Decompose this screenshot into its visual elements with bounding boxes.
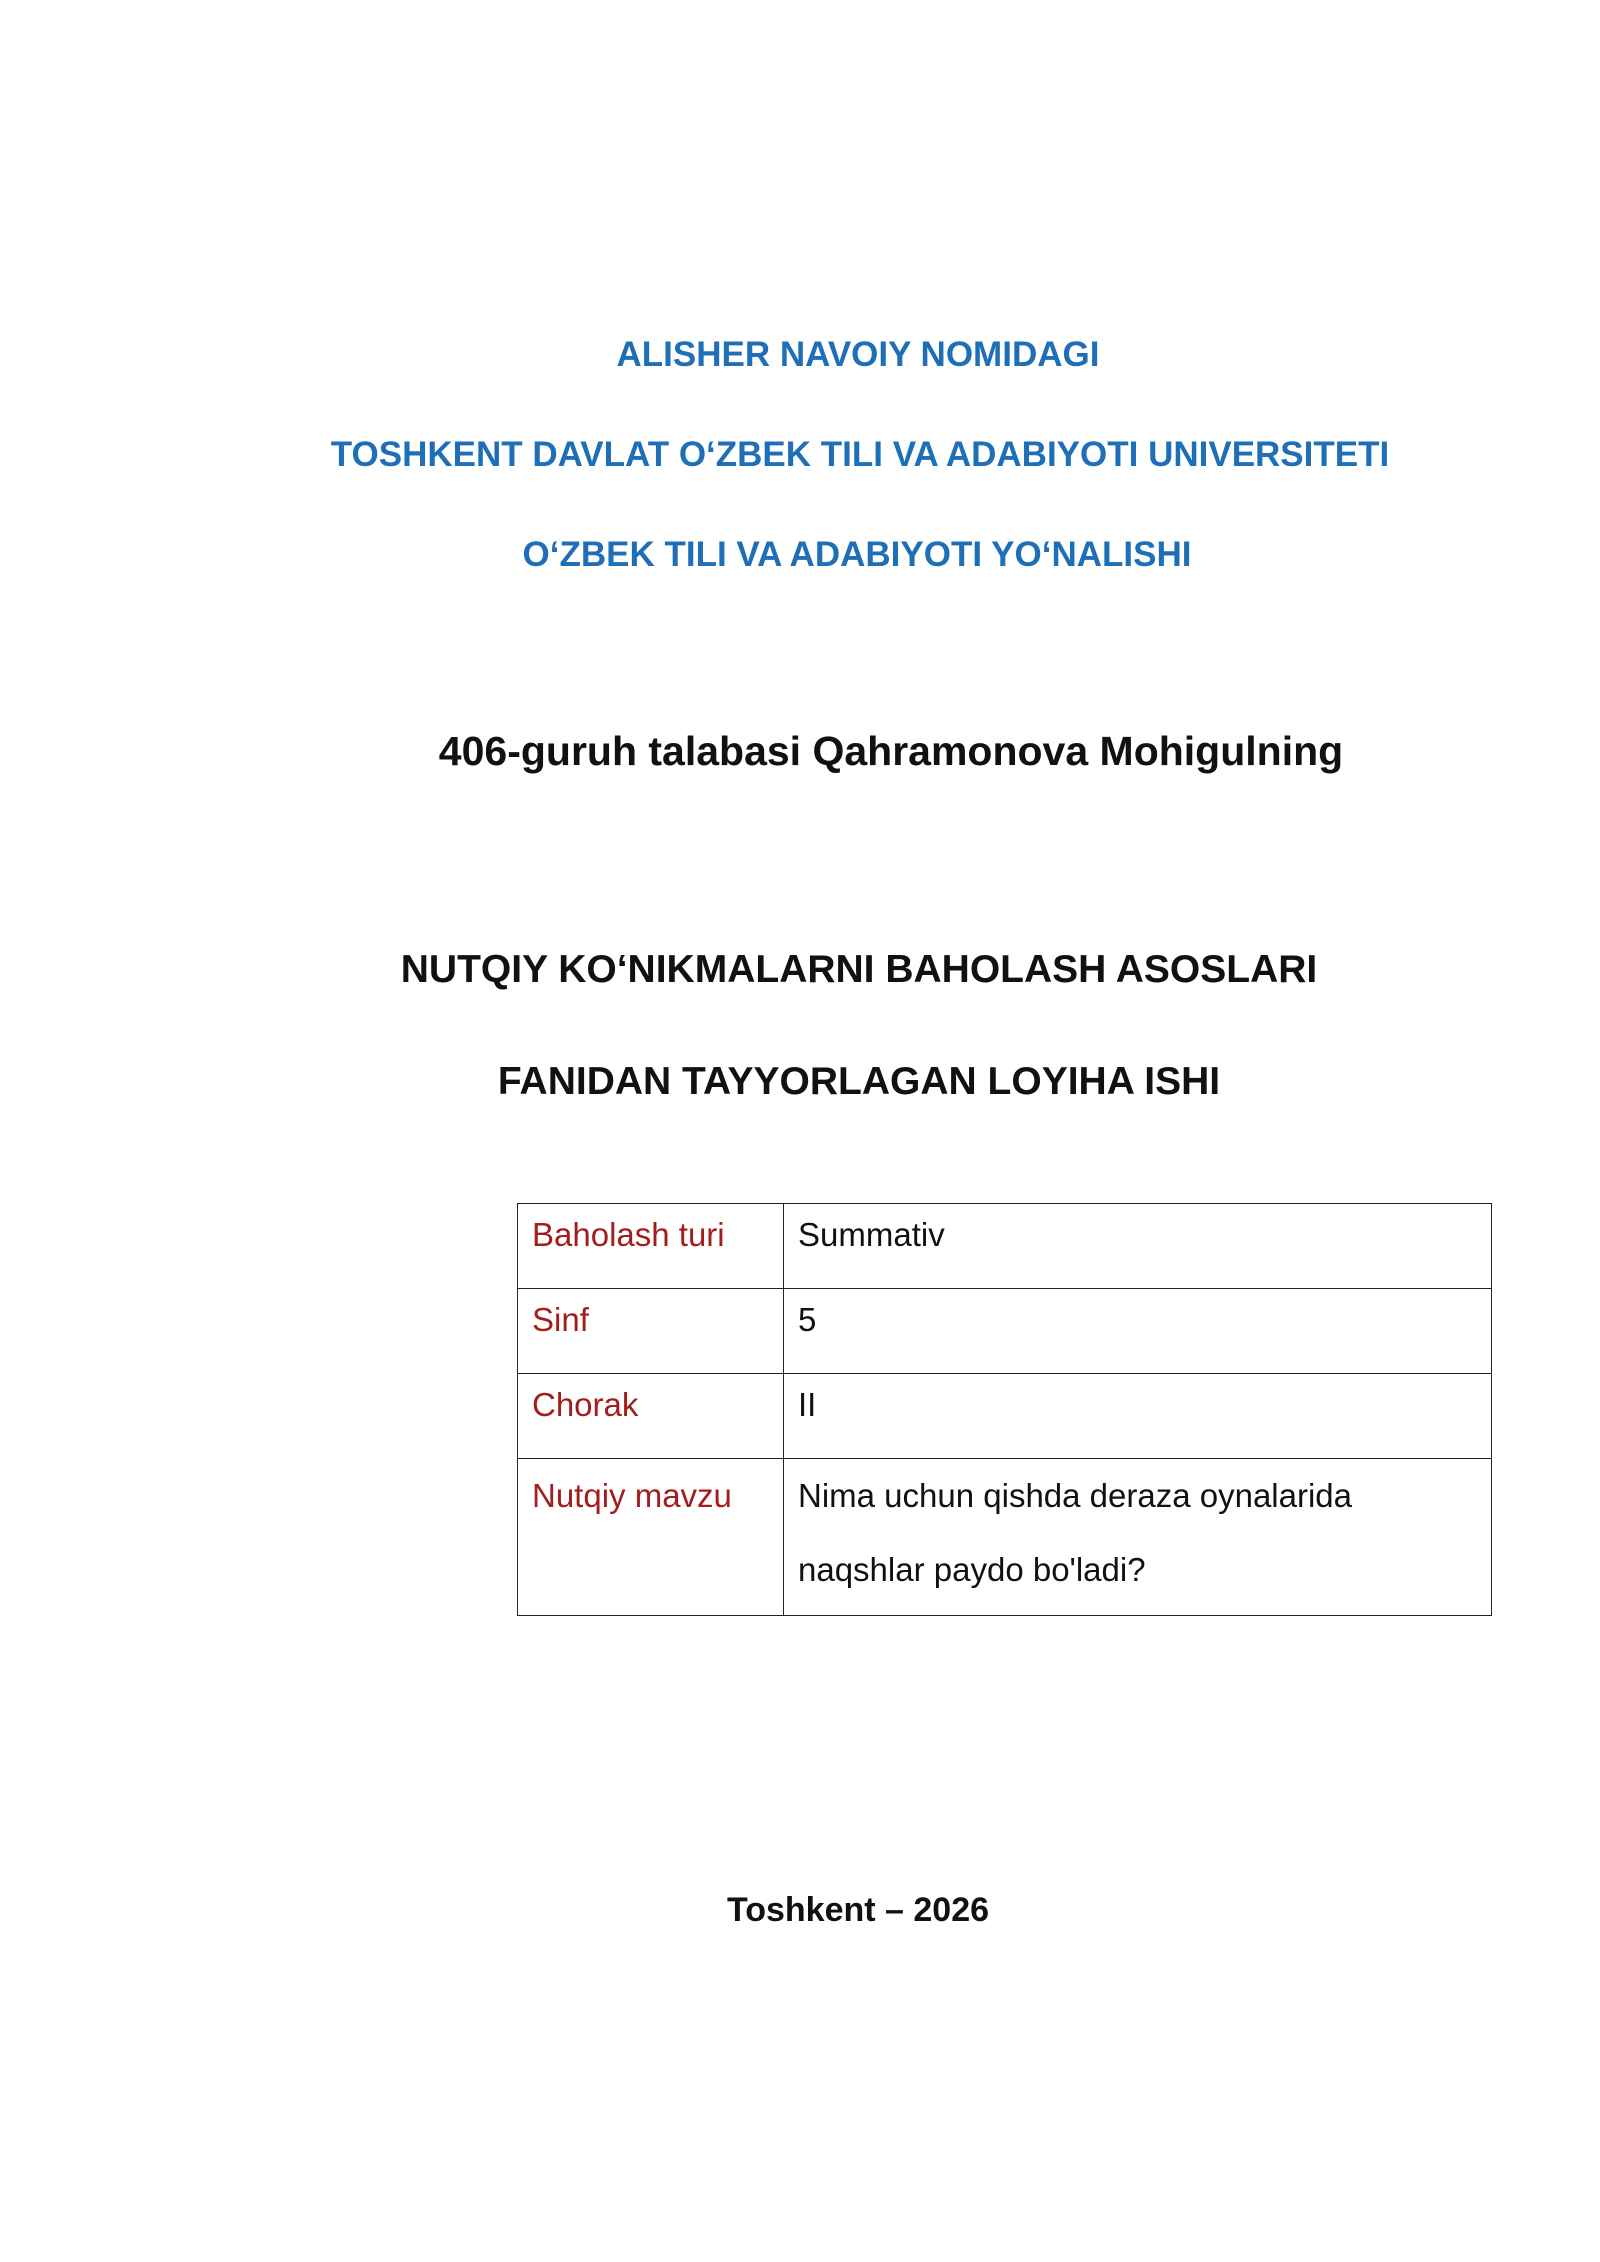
grade-value: 5 — [784, 1289, 1492, 1374]
assessment-info-table — [517, 1203, 1492, 1616]
grade-label: Sinf — [518, 1289, 784, 1374]
project-title-line-1: NUTQIY KO‘NIKMALARNI BAHOLASH ASOSLARI — [400, 948, 1318, 991]
speech-topic-label: Nutqiy mavzu — [518, 1459, 784, 1616]
table-row — [518, 1459, 1492, 1616]
assessment-type-label: Baholash turi — [518, 1204, 784, 1289]
table-row — [518, 1374, 1492, 1459]
speech-topic-line-1: Nima uchun qishda deraza oynalarida — [798, 1477, 1353, 1514]
table-row — [518, 1204, 1492, 1289]
quarter-value: II — [784, 1374, 1492, 1459]
speech-topic-value — [784, 1459, 1492, 1616]
student-line: 406-guruh talabasi Qahramonova Mohigulning — [438, 728, 1344, 774]
speech-topic-line-2: naqshlar paydo bo'ladi? — [798, 1551, 1146, 1588]
university-name-line-1: ALISHER NAVOIY NOMIDAGI — [616, 335, 1100, 374]
assessment-type-value: Summativ — [784, 1204, 1492, 1289]
faculty-direction: O‘ZBEK TILI VA ADABIYOTI YO‘NALISHI — [522, 535, 1192, 574]
table-row — [518, 1289, 1492, 1374]
place-and-year: Toshkent – 2026 — [726, 1891, 990, 1929]
university-name-line-2: TOSHKENT DAVLAT O‘ZBEK TILI VA ADABIYOTI UNIVERSITETI — [330, 435, 1390, 474]
quarter-label: Chorak — [518, 1374, 784, 1459]
project-title-line-2: FANIDAN TAYYORLAGAN LOYIHA ISHI — [497, 1060, 1221, 1103]
